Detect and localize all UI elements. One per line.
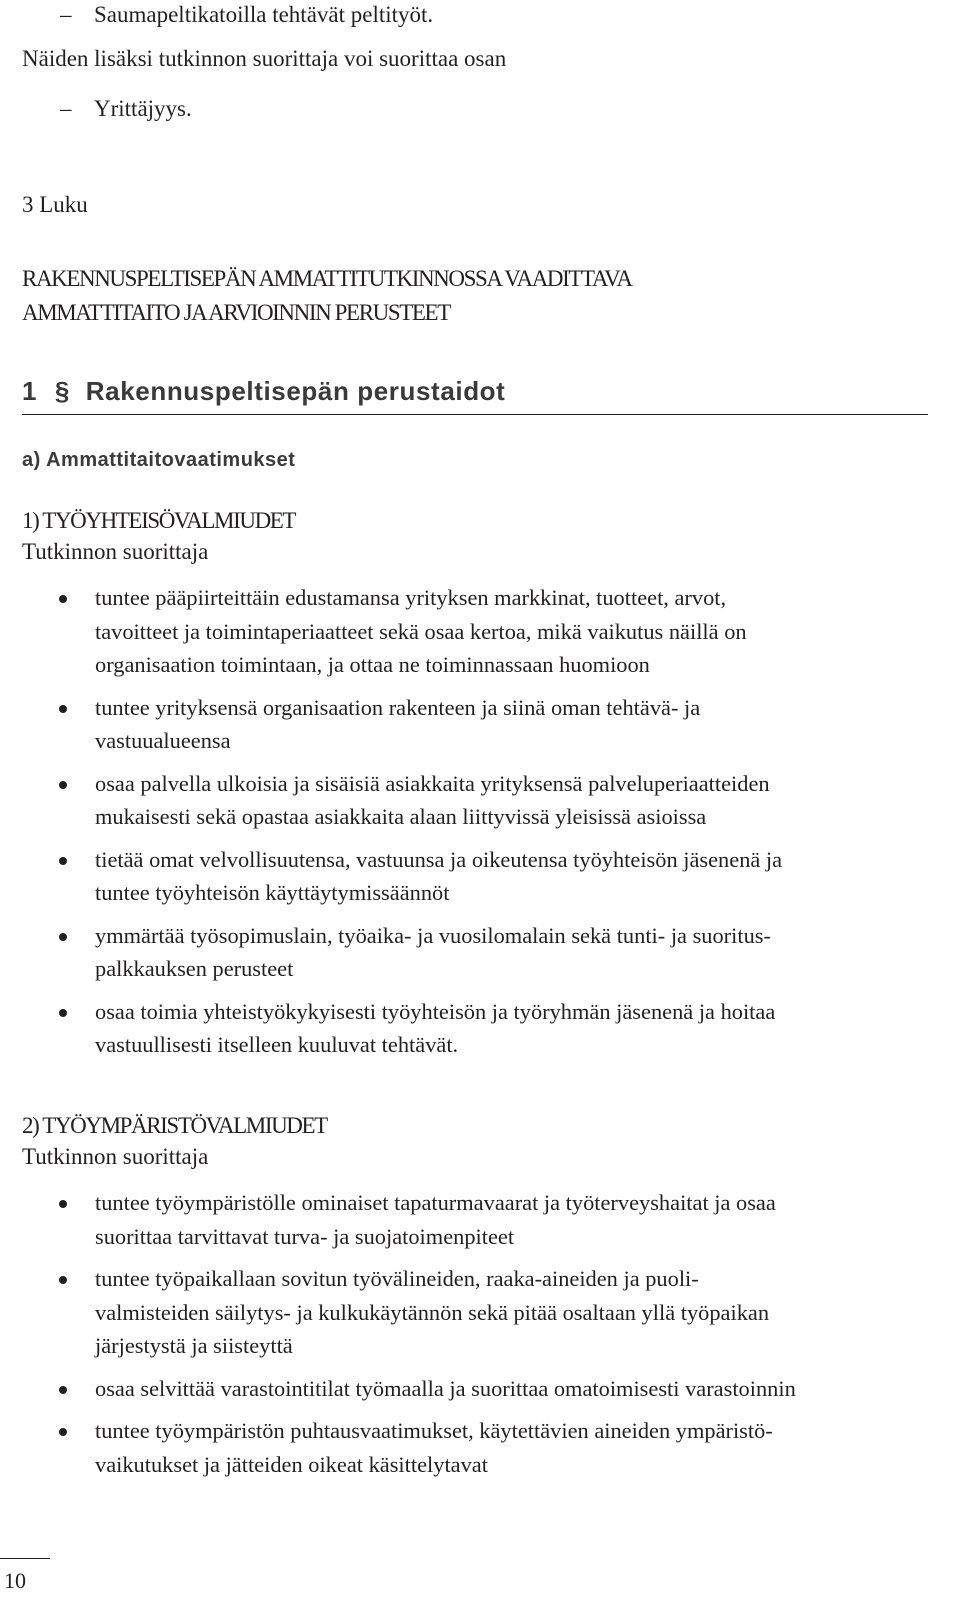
dash-item-text: Saumapeltikatoilla tehtävät peltityöt. bbox=[94, 2, 434, 27]
list-item-line: vastuualueensa bbox=[95, 728, 231, 753]
list-item-line: tuntee työyhteisön käyttäytymissäännöt bbox=[95, 880, 450, 905]
list-item-line: tuntee pääpiirteittäin edustamansa yrityksen markkinat, tuotteet, arvot, bbox=[95, 585, 727, 610]
chapter-label: 3 Luku bbox=[22, 192, 88, 217]
list-item-line: organisaation toimintaan, ja ottaa ne toiminnassaan huomioon bbox=[95, 652, 650, 677]
list-item bbox=[22, 767, 930, 834]
bullet-icon bbox=[59, 1276, 67, 1284]
group-heading: 1) TYÖYHTEISÖVALMIUDET bbox=[22, 508, 296, 533]
bullet-icon bbox=[59, 595, 67, 603]
group-heading: 2) TYÖYMPÄRISTÖVALMIUDET bbox=[22, 1113, 327, 1138]
bullet-icon bbox=[59, 781, 67, 789]
section-title: Rakennuspeltisepän perustaidot bbox=[85, 376, 506, 406]
chapter-title-line: RAKENNUSPELTISEPÄN AMMATTITUTKINNOSSA VAADITTAVA bbox=[22, 266, 632, 291]
bullet-icon bbox=[59, 1428, 67, 1436]
list-item bbox=[22, 1186, 930, 1253]
bullet-icon bbox=[59, 933, 67, 941]
requirement-list bbox=[22, 1186, 930, 1481]
list-item-line: ymmärtää työsopimuslain, työaika- ja vuosilomalain sekä tunti- ja suoritus- bbox=[95, 922, 771, 948]
bullet-icon bbox=[59, 1009, 67, 1017]
list-item bbox=[22, 1414, 930, 1481]
list-item bbox=[22, 995, 930, 1062]
bullet-icon bbox=[59, 1200, 67, 1208]
section-symbol: § bbox=[54, 376, 70, 406]
list-item bbox=[22, 843, 930, 910]
list-item-line: vastuullisesti itselleen kuuluvat tehtävät. bbox=[95, 1032, 459, 1057]
bullet-icon bbox=[59, 1386, 67, 1394]
bullet-icon bbox=[59, 857, 67, 865]
intro-sentence: Näiden lisäksi tutkinnon suorittaja voi suorittaa osan bbox=[22, 46, 507, 71]
list-item bbox=[22, 691, 930, 758]
list-item-line: tuntee työpaikallaan sovitun työvälineiden, raaka-aineiden ja puoli- bbox=[95, 1266, 699, 1291]
section-heading bbox=[22, 374, 928, 415]
dash-item-text: Yrittäjyys. bbox=[94, 96, 192, 121]
group-lead: Tutkinnon suorittaja bbox=[22, 539, 209, 564]
chapter-title-line: AMMATTITAITO JA ARVIOINNIN PERUSTEET bbox=[22, 300, 450, 325]
list-item bbox=[22, 1372, 930, 1406]
bullet-icon bbox=[59, 705, 67, 713]
section-number: 1 bbox=[22, 376, 38, 406]
list-item bbox=[22, 1262, 930, 1363]
list-item-line: suorittaa tarvittavat turva- ja suojatoimenpiteet bbox=[95, 1223, 515, 1249]
list-item bbox=[22, 919, 930, 986]
competence-group bbox=[22, 1110, 930, 1481]
page-number-rule bbox=[0, 1558, 50, 1559]
list-item-line: osaa selvittää varastointitilat työmaalla ja suorittaa omatoimisesti varastoinnin bbox=[95, 1375, 796, 1401]
list-item-line: järjestystä ja siisteyttä bbox=[95, 1333, 293, 1358]
section-subtitle: a) Ammattitaitovaatimukset bbox=[22, 449, 296, 471]
list-item-line: valmisteiden säilytys- ja kulkukäytännön sekä pitää osaltaan yllä työpaikan bbox=[95, 1299, 770, 1325]
list-item-line: tietää omat velvollisuutensa, vastuunsa ja oikeutensa työyhteisön jäsenenä ja bbox=[95, 846, 783, 872]
list-item-line: mukaisesti sekä opastaa asiakkaita alaan liittyvissä yleisissä asioissa bbox=[95, 804, 707, 829]
requirement-list bbox=[22, 581, 930, 1062]
intro-dash-item bbox=[22, 94, 192, 124]
competence-group bbox=[22, 505, 930, 1062]
list-item-line: tuntee yrityksensä organisaation rakenteen ja siinä oman tehtävä- ja bbox=[95, 694, 701, 720]
list-item-line: tuntee työympäristölle ominaiset tapaturmavaarat ja työterveyshaitat ja osaa bbox=[95, 1190, 776, 1215]
dash-glyph: – bbox=[60, 2, 72, 27]
list-item-line: palkkauksen perusteet bbox=[95, 956, 294, 981]
list-item-line: tavoitteet ja toimintaperiaatteet sekä osaa kertoa, mikä vaikutus näillä on bbox=[95, 618, 747, 644]
dash-glyph: – bbox=[60, 96, 72, 121]
list-item-line: vaikutukset ja jätteiden oikeat käsittelytavat bbox=[95, 1451, 488, 1477]
group-lead: Tutkinnon suorittaja bbox=[22, 1144, 209, 1169]
list-item-line: osaa palvella ulkoisia ja sisäisiä asiakkaita yrityksensä palveluperiaatteiden bbox=[95, 770, 770, 796]
list-item bbox=[22, 581, 930, 682]
page-number: 10 bbox=[4, 1568, 26, 1593]
list-item-line: tuntee työympäristön puhtausvaatimukset, käytettävien aineiden ympäristö- bbox=[95, 1418, 773, 1443]
list-item-line: osaa toimia yhteistyökykyisesti työyhteisön ja työryhmän jäsenenä ja hoitaa bbox=[95, 998, 776, 1024]
intro-dash-item bbox=[22, 0, 433, 30]
